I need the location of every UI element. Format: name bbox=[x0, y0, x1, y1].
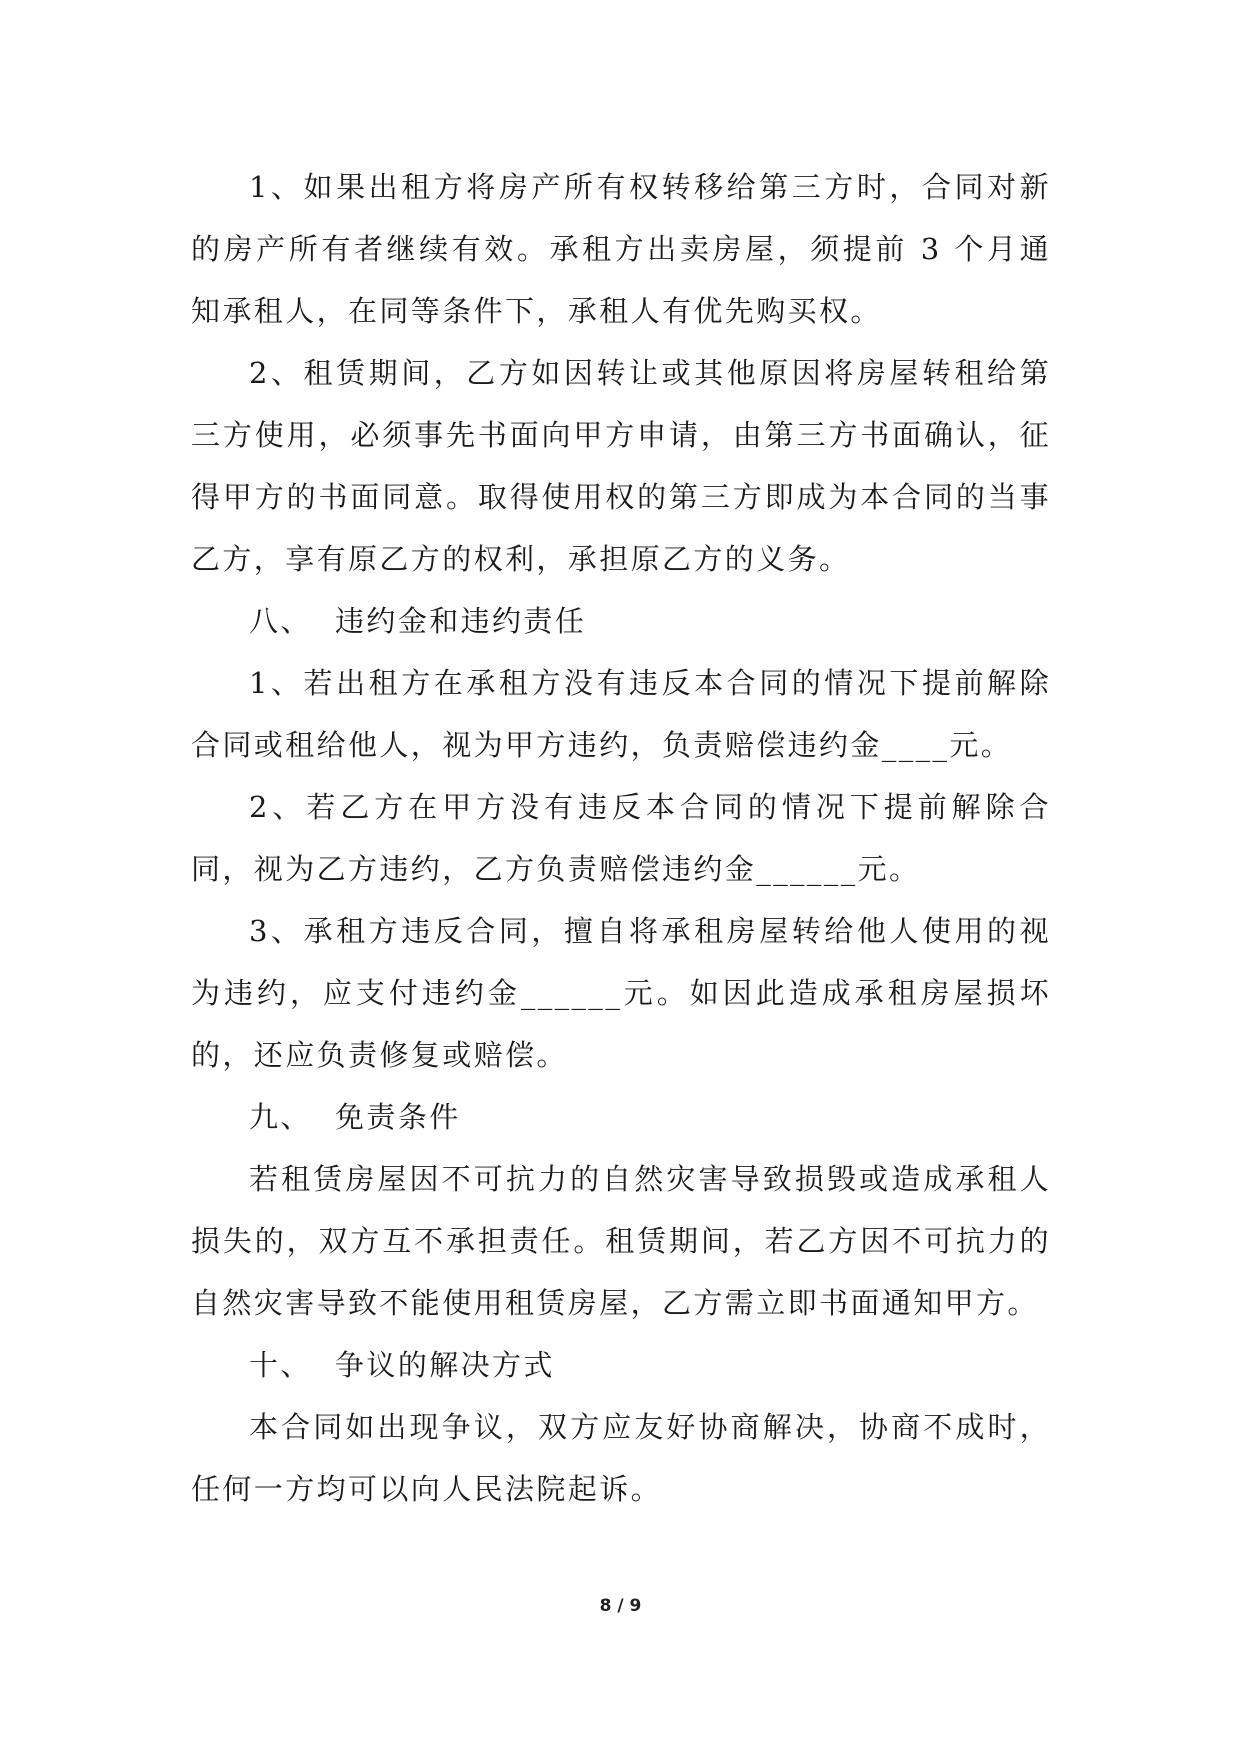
section-heading-breach: 八、 违约金和违约责任 bbox=[249, 604, 587, 638]
paragraph-unauthorized-sublet: 3、承租方违反合同，擅自将承租房屋转给他人使用的视为违约，应支付违约金______元。如因此造成承租房屋损坏的，还应负责修复或赔偿。 bbox=[191, 914, 1051, 1072]
section-heading-dispute: 十、 争议的解决方式 bbox=[249, 1348, 555, 1382]
section-heading-exemption: 九、 免责条件 bbox=[249, 1100, 461, 1134]
page-number: 8 / 9 bbox=[599, 1596, 642, 1616]
paragraph-sublease: 2、租赁期间，乙方如因转让或其他原因将房屋转租给第三方使用，必须事先书面向甲方申请，由第三方书面确认，征得甲方的书面同意。取得使用权的第三方即成为本合同的当事乙方，享有原乙方的权利，承担原乙方的义务。 bbox=[191, 356, 1051, 576]
paragraph-lessor-breach: 1、若出租方在承租方没有违反本合同的情况下提前解除合同或租给他人，视为甲方违约，负责赔偿违约金____元。 bbox=[191, 666, 1051, 762]
paragraph-dispute-resolution: 本合同如出现争议，双方应友好协商解决，协商不成时，任何一方均可以向人民法院起诉。 bbox=[191, 1410, 1051, 1506]
paragraph-force-majeure: 若租赁房屋因不可抗力的自然灾害导致损毁或造成承租人损失的，双方互不承担责任。租赁期间，若乙方因不可抗力的自然灾害导致不能使用租赁房屋，乙方需立即书面通知甲方。 bbox=[191, 1162, 1051, 1320]
document-body bbox=[191, 156, 1051, 1520]
paragraph-lessee-breach: 2、若乙方在甲方没有违反本合同的情况下提前解除合同，视为乙方违约，乙方负责赔偿违约金______元。 bbox=[191, 790, 1051, 886]
paragraph-transfer-of-ownership: 1、如果出租方将房产所有权转移给第三方时，合同对新的房产所有者继续有效。承租方出卖房屋，须提前 3 个月通知承租人，在同等条件下，承租人有优先购买权。 bbox=[191, 170, 1051, 328]
